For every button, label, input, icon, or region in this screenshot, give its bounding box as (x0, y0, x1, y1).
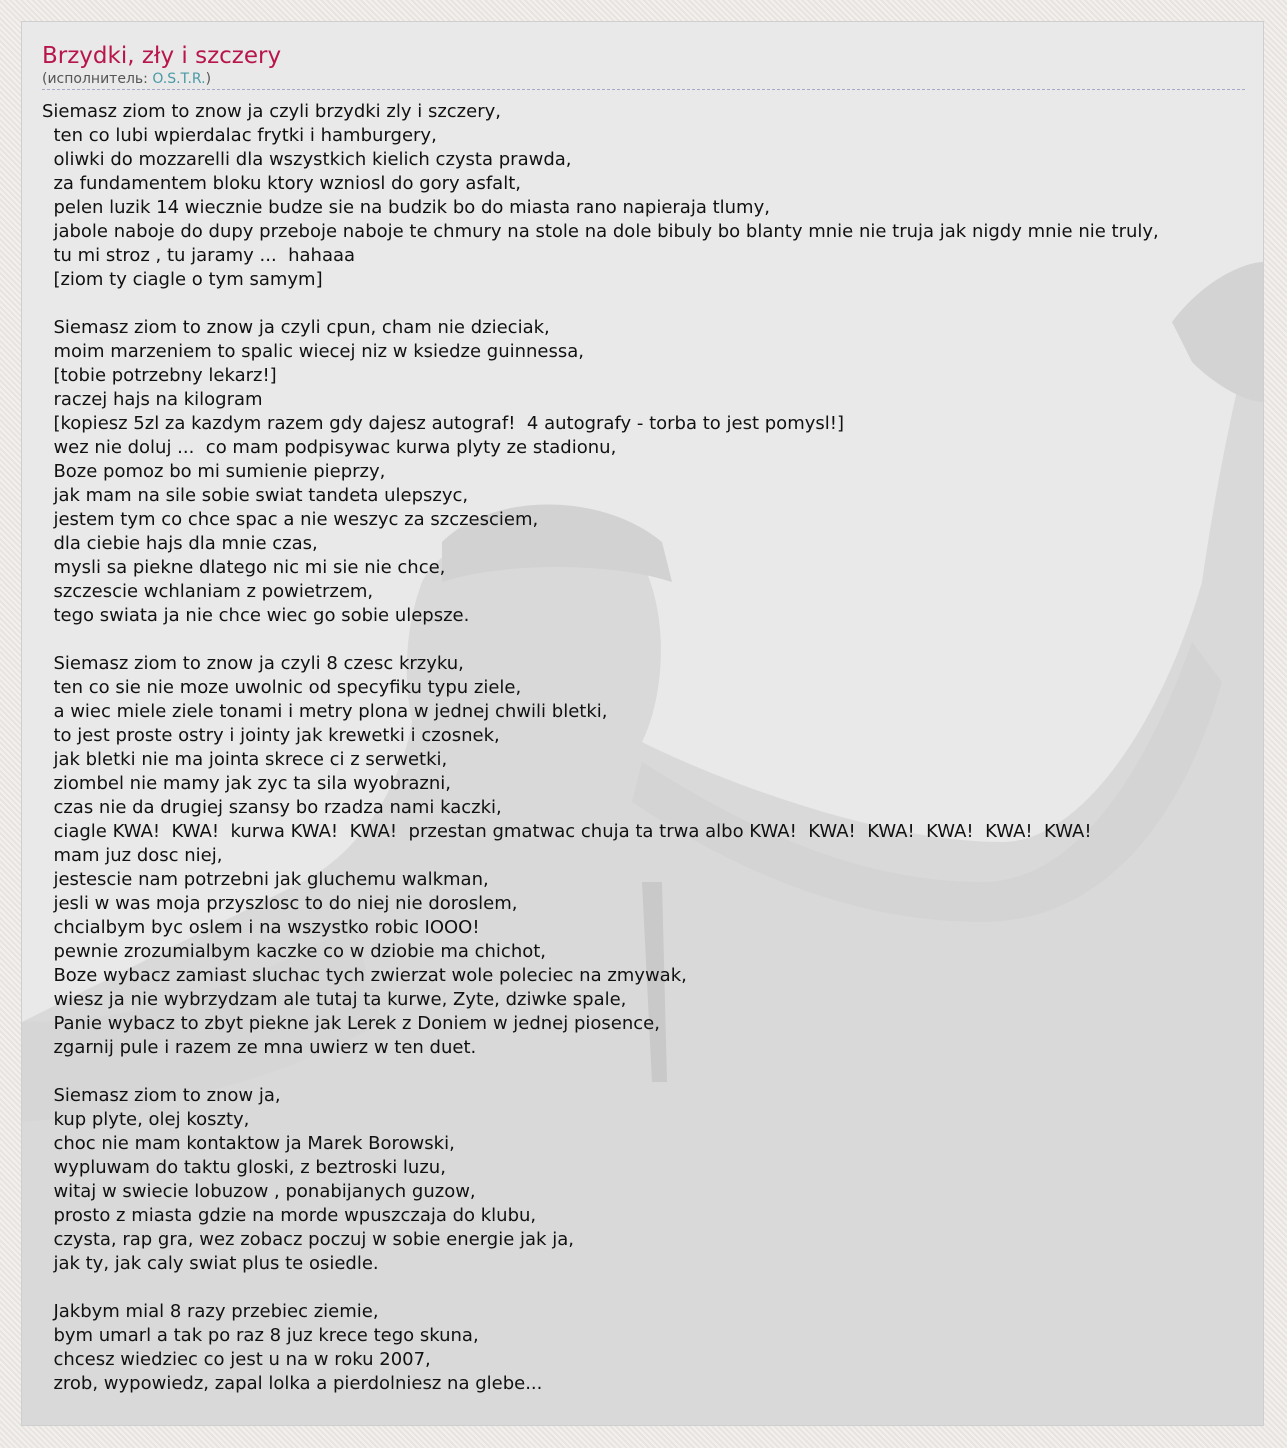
lyric-line: Boze pomoz bo mi sumienie pieprzy, (42, 461, 386, 482)
lyric-line: moim marzeniem to spalic wiecej niz w ksiedze guinnessa, (42, 341, 585, 362)
lyric-line: czas nie da drugiej szansy bo rzadza nami kaczki, (42, 797, 502, 818)
lyric-line: wiesz ja nie wybrzydzam ale tutaj ta kurwe, Zyte, dziwke spale, (42, 989, 627, 1010)
lyric-line: tego swiata ja nie chce wiec go sobie ulepsze. (42, 605, 470, 626)
lyric-line: bym umarl a tak po raz 8 juz krece tego skuna, (42, 1325, 479, 1346)
lyric-line: czysta, rap gra, wez zobacz poczuj w sobie energie jak ja, (42, 1229, 574, 1250)
lyric-line (42, 1276, 1245, 1300)
lyric-line: Jakbym mial 8 razy przebiec ziemie, (42, 1301, 379, 1322)
lyric-line: wez nie doluj ... co mam podpisywac kurwa plyty ze stadionu, (42, 437, 617, 458)
lyric-line: za fundamentem bloku ktory wzniosl do gory asfalt, (42, 173, 521, 194)
lyric-line: Panie wybacz to zbyt piekne jak Lerek z Doniem w jednej piosence, (42, 1013, 660, 1034)
lyric-line: pewnie zrozumialbym kaczke co w dziobie ma chichot, (42, 941, 547, 962)
lyric-line: dla ciebie hajs dla mnie czas, (42, 533, 318, 554)
lyric-line: pelen luzik 14 wiecznie budze sie na budzik bo do miasta rano napieraja tlumy, (42, 197, 770, 218)
lyric-line: choc nie mam kontaktow ja Marek Borowski, (42, 1133, 455, 1154)
lyric-line: wypluwam do taktu gloski, z beztroski luzu, (42, 1157, 446, 1178)
lyric-line (42, 1060, 1245, 1084)
artist-suffix: ) (205, 71, 212, 87)
lyric-line: oliwki do mozzarelli dla wszystkich kielich czysta prawda, (42, 149, 572, 170)
lyric-line (42, 628, 1245, 652)
lyric-line: ciagle KWA! KWA! kurwa KWA! KWA! przestan gmatwac chuja ta trwa albo KWA! KWA! KWA! KWA! KWA! KWA! (42, 821, 1092, 842)
lyric-line: tu mi stroz , tu jaramy ... hahaaa (42, 245, 356, 266)
lyric-line: Siemasz ziom to znow ja czyli brzydki zly i szczery, (42, 101, 501, 122)
lyric-line: [ziom ty ciagle o tym samym] (42, 269, 323, 290)
lyric-line: ten co lubi wpierdalac frytki i hamburgery, (42, 125, 437, 146)
lyrics-text (42, 100, 1245, 1396)
lyric-line: jestem tym co chce spac a nie weszyc za szczesciem, (42, 509, 539, 530)
lyric-line: prosto z miasta gdzie na morde wpuszczaja do klubu, (42, 1205, 537, 1226)
lyric-line: szczescie wchlaniam z powietrzem, (42, 581, 374, 602)
artist-link[interactable]: O.S.T.R. (152, 71, 206, 87)
artist-prefix: (исполнитель: (42, 71, 153, 87)
lyric-line: jak bletki nie ma jointa skrece ci z serwetki, (42, 749, 448, 770)
lyric-line: ziombel nie mamy jak zyc ta sila wyobrazni, (42, 773, 451, 794)
lyric-line: mam juz dosc niej, (42, 845, 223, 866)
lyric-line: [tobie potrzebny lekarz!] (42, 365, 277, 386)
lyrics-card (21, 21, 1264, 1426)
title-divider (42, 89, 1245, 90)
lyric-line: chcialbym byc oslem i na wszystko robic IOOO! (42, 917, 480, 938)
lyric-line: raczej hajs na kilogram (42, 389, 263, 410)
lyric-line: Boze wybacz zamiast sluchac tych zwierzat wole poleciec na zmywak, (42, 965, 687, 986)
lyric-line: jestescie nam potrzebni jak gluchemu walkman, (42, 869, 489, 890)
lyric-line: chcesz wiedziec co jest u na w roku 2007, (42, 1349, 431, 1370)
lyric-line: jesli w was moja przyszlosc to do niej nie doroslem, (42, 893, 518, 914)
lyric-line: zgarnij pule i razem ze mna uwierz w ten duet. (42, 1037, 477, 1058)
artist-line (42, 70, 1245, 88)
lyric-line: jak mam na sile sobie swiat tandeta ulepszyc, (42, 485, 469, 506)
song-title: Brzydki, zły i szczery (42, 43, 282, 69)
lyric-line: witaj w swiecie lobuzow , ponabijanych guzow, (42, 1181, 476, 1202)
lyric-line: Siemasz ziom to znow ja, (42, 1085, 281, 1106)
lyric-line: mysli sa piekne dlatego nic mi sie nie chce, (42, 557, 446, 578)
lyric-line: ten co sie nie moze uwolnic od specyfiku typu ziele, (42, 677, 522, 698)
lyric-line: jabole naboje do dupy przeboje naboje te chmury na stole na dole bibuly bo blanty mnie nie truja jak nigdy mnie nie truly, (42, 221, 1159, 242)
lyric-line: zrob, wypowiedz, zapal lolka a pierdolniesz na glebe... (42, 1373, 543, 1394)
lyric-line: jak ty, jak caly swiat plus te osiedle. (42, 1253, 379, 1274)
lyrics-content (42, 42, 1245, 1396)
lyric-line: kup plyte, olej koszty, (42, 1109, 250, 1130)
lyric-line: Siemasz ziom to znow ja czyli 8 czesc krzyku, (42, 653, 464, 674)
lyric-line: to jest proste ostry i jointy jak krewetki i czosnek, (42, 725, 500, 746)
lyric-line: [kopiesz 5zl za kazdym razem gdy dajesz autograf! 4 autografy - torba to jest pomysl!] (42, 413, 844, 434)
lyric-line: a wiec miele ziele tonami i metry plona w jednej chwili bletki, (42, 701, 608, 722)
lyric-line (42, 292, 1245, 316)
lyric-line: Siemasz ziom to znow ja czyli cpun, cham nie dzieciak, (42, 317, 550, 338)
